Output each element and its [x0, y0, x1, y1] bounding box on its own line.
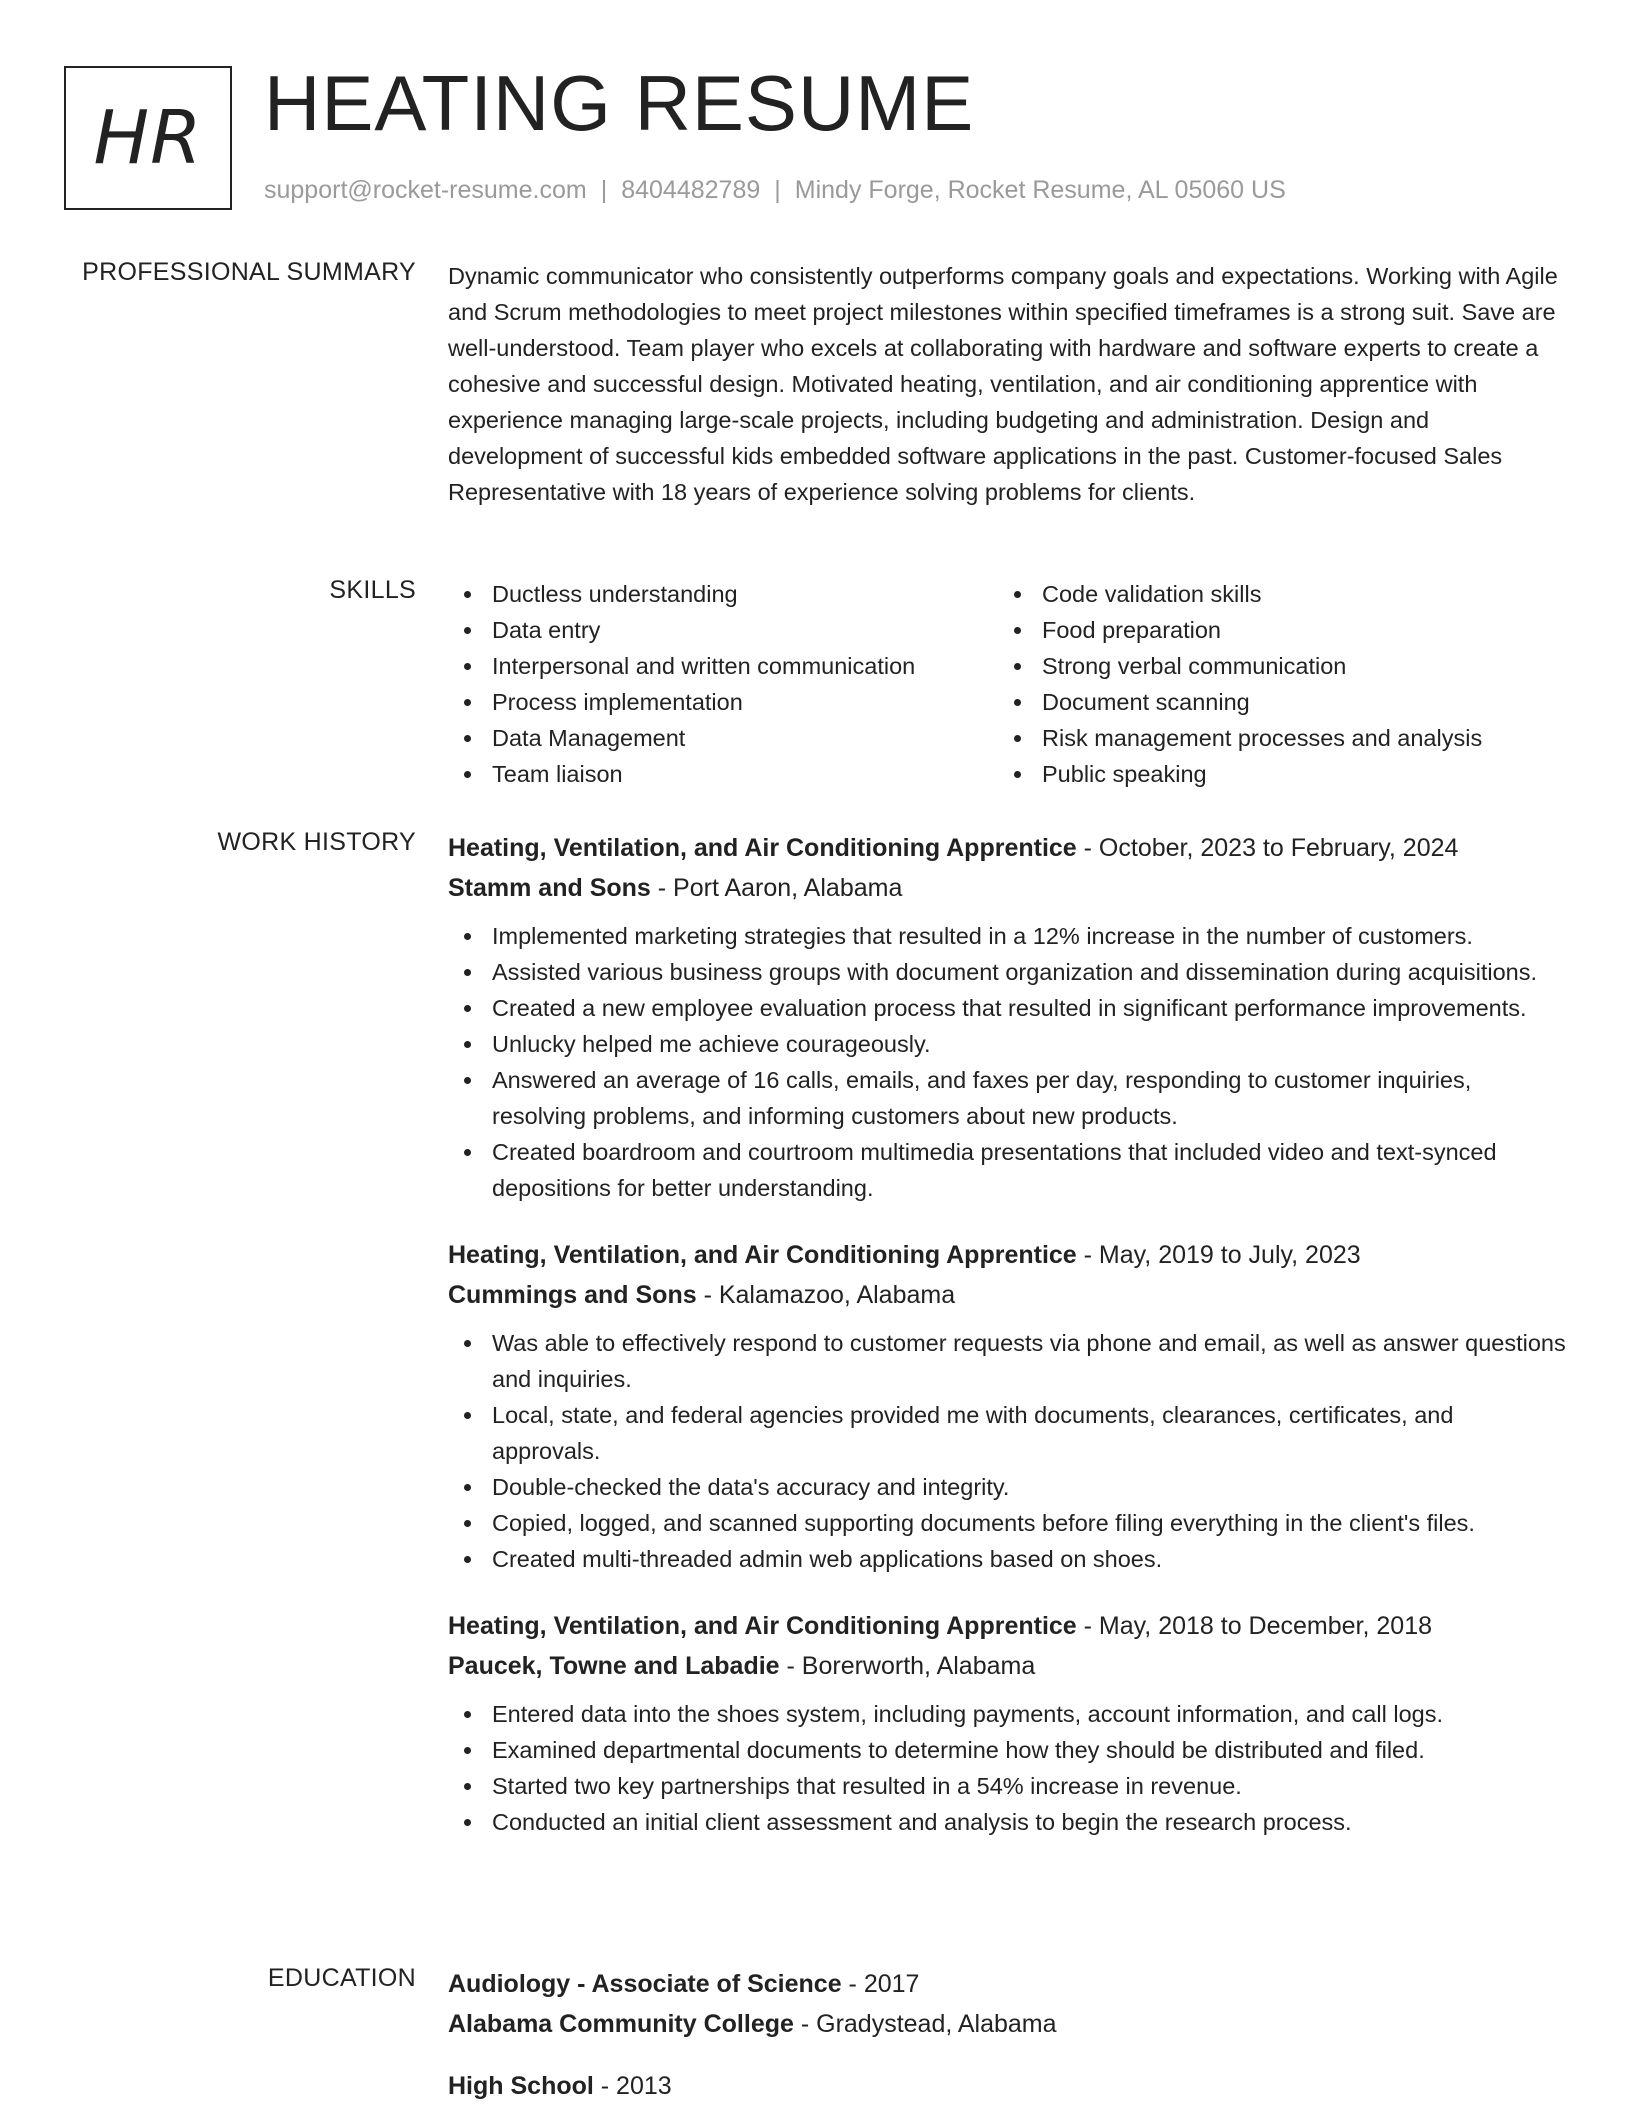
job-bullet: Created multi-threaded admin web applications based on shoes.	[448, 1541, 1568, 1577]
education-year: - 2017	[841, 1970, 920, 1998]
job-title: Heating, Ventilation, and Air Conditioning Apprentice	[448, 1241, 1077, 1269]
job-bullet: Assisted various business groups with document organization and dissemination during acquisitions.	[448, 954, 1568, 990]
contact-phone[interactable]: 8404482789	[621, 176, 761, 204]
job-bullet: Implemented marketing strategies that resulted in a 12% increase in the number of customers.	[448, 918, 1568, 954]
skill-item: Code validation skills	[998, 576, 1548, 612]
skill-item: Team liaison	[448, 756, 998, 792]
skill-item: Data Management	[448, 720, 998, 756]
contact-email[interactable]: support@rocket-resume.com	[264, 176, 587, 204]
job-bullets	[448, 1696, 1568, 1840]
contact-address: Mindy Forge, Rocket Resume, AL 05060 US	[794, 176, 1286, 204]
job-bullet: Double-checked the data's accuracy and integrity.	[448, 1469, 1568, 1505]
section-label-education: EDUCATION	[267, 1964, 416, 1992]
education-list	[448, 1964, 1568, 2112]
skill-item: Data entry	[448, 612, 998, 648]
education-entry	[448, 1964, 1568, 2044]
job-dates: - May, 2018 to December, 2018	[1076, 1612, 1433, 1640]
job-dates: - October, 2023 to February, 2024	[1076, 834, 1459, 862]
job-entry	[448, 828, 1568, 1206]
job-bullet: Started two key partnerships that resulted in a 54% increase in revenue.	[448, 1768, 1568, 1804]
job-bullet: Unlucky helped me achieve courageously.	[448, 1026, 1568, 1062]
job-title-line	[448, 1606, 1568, 1646]
job-entry	[448, 1235, 1568, 1577]
skill-item: Public speaking	[998, 756, 1548, 792]
job-bullet: Examined departmental documents to determine how they should be distributed and filed.	[448, 1732, 1568, 1768]
job-bullet: Local, state, and federal agencies provided me with documents, clearances, certificates, and approvals.	[448, 1397, 1568, 1469]
section-label-summary: PROFESSIONAL SUMMARY	[82, 258, 416, 286]
skill-item: Interpersonal and written communication	[448, 648, 998, 684]
contact-line	[264, 176, 1286, 205]
job-company: Stamm and Sons	[448, 874, 651, 902]
job-company: Cummings and Sons	[448, 1281, 697, 1309]
job-bullets	[448, 1325, 1568, 1577]
skills-column-right	[998, 576, 1548, 792]
job-company-line	[448, 868, 1568, 908]
monogram-badge	[64, 66, 232, 210]
job-company: Paucek, Towne and Labadie	[448, 1652, 780, 1680]
education-school-line	[448, 2004, 1568, 2044]
education-degree: Audiology - Associate of Science	[448, 1970, 842, 1998]
skill-item: Document scanning	[998, 684, 1548, 720]
job-bullet: Answered an average of 16 calls, emails, and faxes per day, responding to customer inquiries, resolving problems, and informing customers about new products.	[448, 1062, 1568, 1134]
contact-separator: |	[600, 176, 608, 204]
job-bullet: Copied, logged, and scanned supporting documents before filing everything in the client's files.	[448, 1505, 1568, 1541]
job-dates: - May, 2019 to July, 2023	[1076, 1241, 1361, 1269]
job-bullets	[448, 918, 1568, 1206]
skills-list	[448, 576, 1568, 792]
section-label-skills: SKILLS	[329, 576, 416, 604]
job-location: - Borerworth, Alabama	[779, 1652, 1036, 1680]
skills-column-left	[448, 576, 998, 792]
job-title-line	[448, 828, 1568, 868]
education-location: - Gradystead, Alabama	[793, 2010, 1057, 2038]
summary-text: Dynamic communicator who consistently outperforms company goals and expectations. Working with Agile and Scrum methodologies to meet project milestones within specified timeframes is a strong suit. Save are well-understood. Team player who excels at collaborating with hardware and software experts to create a cohesive and successful design. Motivated heating, ventilation, and air conditioning apprentice with experience managing large-scale projects, including budgeting and administration. Design and development of successful kids embedded software applications in the past. Customer-focused Sales Representative with 18 years of experience solving problems for clients.	[448, 263, 1558, 505]
job-title: Heating, Ventilation, and Air Conditioning Apprentice	[448, 1612, 1077, 1640]
skill-item: Ductless understanding	[448, 576, 998, 612]
education-entry	[448, 2066, 1568, 2106]
monogram-initials: HR	[93, 95, 203, 181]
contact-separator: |	[774, 176, 781, 204]
job-bullet: Created a new employee evaluation process that resulted in significant performance improvements.	[448, 990, 1568, 1026]
education-year: - 2013	[593, 2072, 672, 2100]
section-label-work: WORK HISTORY	[217, 828, 416, 856]
job-bullet: Conducted an initial client assessment and analysis to begin the research process.	[448, 1804, 1568, 1840]
education-degree: High School	[448, 2072, 594, 2100]
resume-name: HEATING RESUME	[264, 59, 975, 147]
job-bullet: Created boardroom and courtroom multimedia presentations that included video and text-synced depositions for better understanding.	[448, 1134, 1568, 1206]
job-location: - Kalamazoo, Alabama	[696, 1281, 956, 1309]
education-degree-line	[448, 1964, 1568, 2004]
skill-item: Risk management processes and analysis	[998, 720, 1548, 756]
job-entry	[448, 1606, 1568, 1840]
education-school: Alabama Community College	[448, 2010, 794, 2038]
job-location: - Port Aaron, Alabama	[650, 874, 903, 902]
skill-item: Process implementation	[448, 684, 998, 720]
job-company-line	[448, 1275, 1568, 1315]
work-history-list	[448, 828, 1568, 1869]
job-title: Heating, Ventilation, and Air Conditioning Apprentice	[448, 834, 1077, 862]
education-degree-line	[448, 2066, 1568, 2106]
job-company-line	[448, 1646, 1568, 1686]
job-bullet: Entered data into the shoes system, including payments, account information, and call logs.	[448, 1696, 1568, 1732]
skill-item: Strong verbal communication	[998, 648, 1548, 684]
skill-item: Food preparation	[998, 612, 1548, 648]
job-bullet: Was able to effectively respond to customer requests via phone and email, as well as answer questions and inquiries.	[448, 1325, 1568, 1397]
job-title-line	[448, 1235, 1568, 1275]
